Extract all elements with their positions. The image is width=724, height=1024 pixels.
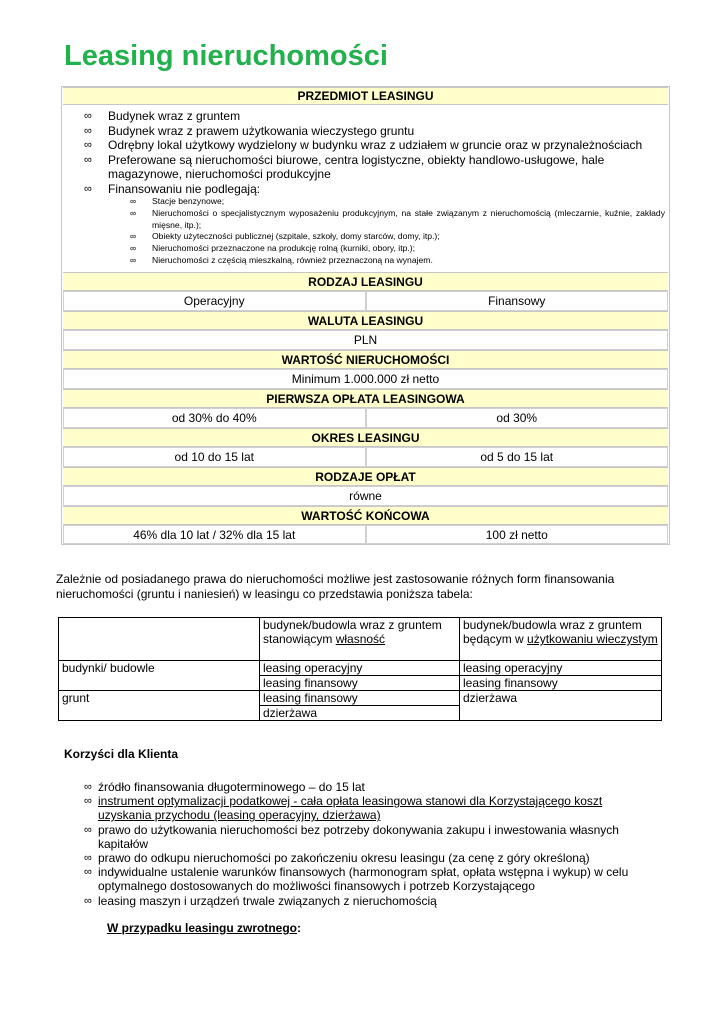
table-cell: budynki/ budowle: [59, 661, 260, 691]
forms-table: [58, 617, 662, 721]
table-cell: dzierżawa: [460, 691, 662, 721]
table-cell: dzierżawa: [260, 706, 460, 721]
wartosc-header: WARTOŚĆ NIERUCHOMOŚCI: [63, 350, 668, 369]
rodzaj-header: RODZAJ LEASINGU: [63, 272, 668, 291]
okres-finansowy: od 5 do 15 lat: [366, 447, 669, 467]
infinity-bullet-icon: ∞: [84, 124, 92, 137]
przedmiot-header: PRZEDMIOT LEASINGU: [63, 87, 668, 105]
sub-list-item: ∞ Nieruchomości z częścią mieszkalną, również przeznaczoną na wynajem.: [130, 254, 433, 265]
list-item: ∞ indywidualne ustalenie warunków finansowych (harmonogram spłat, opłata wstępna i wykup) w celu optymalnego dostosowanych do możliwości finansowych i potrzeb Korzystającego: [84, 865, 629, 894]
infinity-bullet-icon: ∞: [84, 153, 92, 166]
rodzaj-operacyjny: Operacyjny: [63, 291, 366, 311]
pierwsza-operacyjny: od 30% do 40%: [63, 408, 366, 428]
infinity-bullet-icon: ∞: [84, 182, 92, 195]
list-item: ∞ źródło finansowania długoterminowego – do 15 lat: [84, 780, 365, 794]
table-cell: leasing finansowy: [260, 691, 460, 706]
koncowa-finansowy: 100 zł netto: [366, 525, 669, 544]
table-cell: leasing finansowy: [460, 676, 662, 691]
pierwsza-row: [63, 408, 668, 428]
okres-operacyjny: od 10 do 15 lat: [63, 447, 366, 467]
okres-row: [63, 447, 668, 467]
koncowa-row: [63, 525, 668, 544]
table-cell: budynek/budowla wraz z gruntem będącym w użytkowaniu wieczystym: [460, 618, 662, 661]
infinity-bullet-icon: ∞: [130, 196, 137, 206]
list-item: ∞ prawo do użytkowania nieruchomości bez potrzeby dokonywania zakupu i inwestowania własnych kapitałów: [84, 822, 619, 851]
infinity-bullet-icon: ∞: [84, 894, 92, 907]
zwrotny-heading: W przypadku leasingu zwrotnego:: [107, 921, 302, 935]
list-item: ∞ prawo do odkupu nieruchomości po zakończeniu okresu leasingu (za cenę z góry określoną): [84, 851, 590, 866]
infinity-bullet-icon: ∞: [130, 243, 137, 254]
list-item: ∞ Budynek wraz z gruntem: [84, 109, 241, 123]
infinity-bullet-icon: ∞: [130, 231, 137, 242]
koncowa-header: WARTOŚĆ KOŃCOWA: [63, 506, 668, 525]
sub-list-item: ∞ Obiekty użyteczności publicznej (szpitale, szkoły, domy starców, domy, itp.);: [130, 231, 440, 242]
sub-list-item: ∞ Stacje benzynowe;: [130, 196, 225, 206]
oplaty-value: równe: [63, 486, 668, 506]
okres-header: OKRES LEASINGU: [63, 428, 668, 447]
table-cell: leasing operacyjny: [460, 661, 662, 676]
table-cell: budynek/budowla wraz z gruntem stanowiącym własność: [260, 618, 460, 661]
table-cell: grunt: [59, 691, 260, 721]
table-cell: leasing operacyjny: [260, 661, 460, 676]
pierwsza-finansowy: od 30%: [366, 408, 669, 428]
list-item: ∞ leasing maszyn i urządzeń trwale związanych z nieruchomością: [84, 893, 437, 908]
waluta-header: WALUTA LEASINGU: [63, 311, 668, 330]
infinity-bullet-icon: ∞: [84, 139, 92, 151]
infinity-bullet-icon: ∞: [84, 852, 92, 865]
sub-list-item: ∞ Nieruchomości o specjalistycznym wyposażeniu produkcyjnym, na stałe związanym z nieruchomością (mleczarnie, kuźnie, zakłady mięsne, itp.);: [130, 207, 665, 230]
list-item: ∞ instrument optymalizacji podatkowej - cała opłata leasingowa stanowi dla Korzystającego koszt uzyskania przychodu (leasing operacyjny, dzierżawa): [84, 794, 603, 823]
infinity-bullet-icon: ∞: [130, 254, 137, 265]
infinity-bullet-icon: ∞: [84, 823, 92, 836]
pierwsza-header: PIERWSZA OPŁATA LEASINGOWA: [63, 389, 668, 408]
intro-paragraph: Zależnie od posiadanego prawa do nieruchomości możliwe jest zastosowanie różnych form finansowania nieruchomości (gruntu i naniesień) w leasingu co przedstawia poniższa tabela:: [56, 572, 615, 601]
infinity-bullet-icon: ∞: [84, 781, 92, 793]
infinity-bullet-icon: ∞: [84, 110, 92, 122]
leasing-table: [61, 86, 670, 545]
koncowa-operacyjny: 46% dla 10 lat / 32% dla 15 lat: [63, 525, 366, 544]
table-cell: [59, 618, 260, 661]
list-item: ∞ Finansowaniu nie podlegają:: [84, 181, 261, 196]
table-row: [59, 691, 662, 706]
list-item: ∞ Odrębny lokal użytkowy wydzielony w budynku wraz z udziałem w gruncie oraz w przynależnościach: [84, 138, 643, 152]
table-row: [59, 661, 662, 676]
list-item: ∞ Budynek wraz z prawem użytkowania wieczystego gruntu: [84, 123, 415, 138]
rodzaj-row: [63, 291, 668, 311]
infinity-bullet-icon: ∞: [84, 866, 92, 879]
wartosc-value: Minimum 1.000.000 zł netto: [63, 369, 668, 389]
przedmiot-list: [82, 109, 665, 267]
oplaty-header: RODZAJE OPŁAT: [63, 467, 668, 486]
list-item: ∞ Preferowane są nieruchomości biurowe, centra logistyczne, obiekty handlowo-usługowe, hale magazynowe, nieruchomości produkcyjne: [84, 152, 605, 181]
infinity-bullet-icon: ∞: [130, 207, 137, 218]
table-cell: leasing finansowy: [260, 676, 460, 691]
infinity-bullet-icon: ∞: [84, 795, 92, 808]
benefits-list: [84, 780, 654, 908]
page-title: Leasing nieruchomości: [64, 40, 388, 72]
table-row: [59, 618, 662, 661]
benefits-title: Korzyści dla Klienta: [64, 747, 179, 761]
waluta-value: PLN: [63, 330, 668, 350]
rodzaj-finansowy: Finansowy: [366, 291, 669, 311]
sub-list-item: ∞ Nieruchomości przeznaczone na produkcję rolną (kurniki, obory, itp.);: [130, 243, 416, 254]
